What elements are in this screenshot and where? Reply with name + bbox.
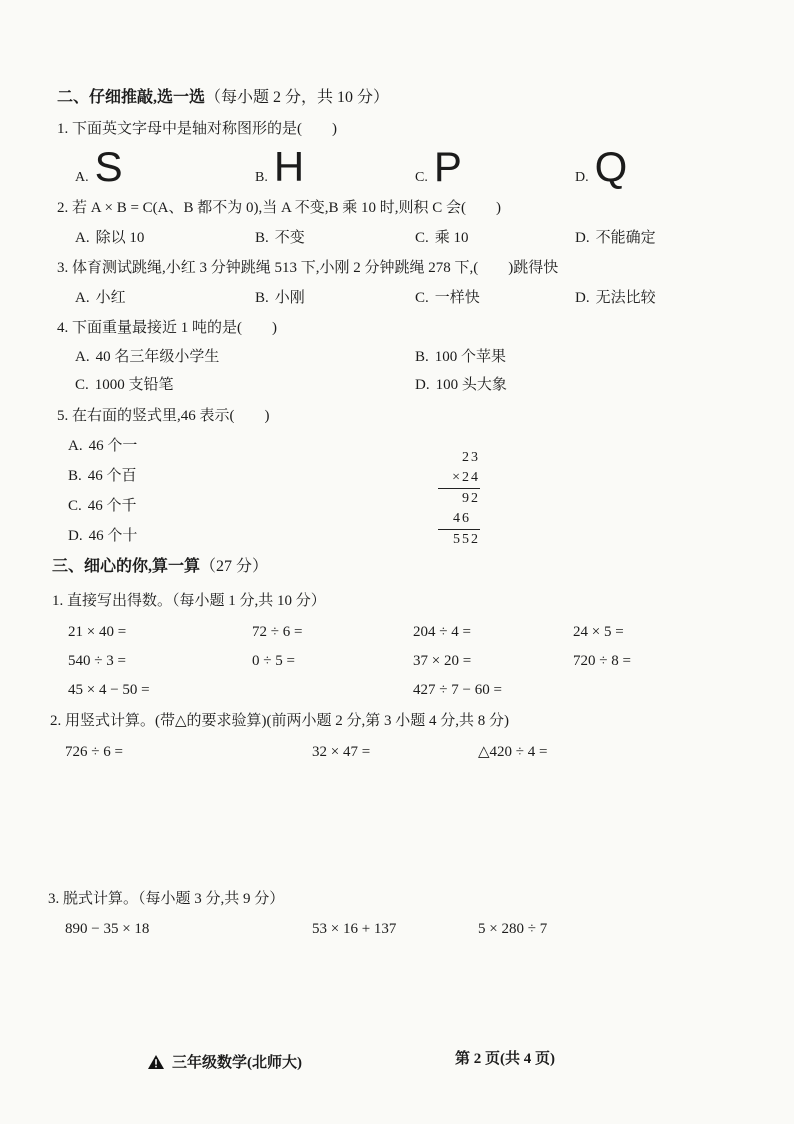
question-1-option-d bbox=[575, 145, 627, 200]
option-text: 40 名三年级小学生 bbox=[95, 349, 220, 365]
question-4-option-d bbox=[415, 375, 507, 395]
option-text: 46 个百 bbox=[87, 468, 137, 484]
section-2-heading bbox=[57, 88, 389, 108]
option-label: A. bbox=[75, 349, 90, 365]
vertical-calc-item: 32 × 47 = bbox=[312, 744, 371, 760]
option-text: 100 个苹果 bbox=[434, 349, 507, 365]
option-label: A. bbox=[68, 438, 83, 454]
direct-calc-item: 45 × 4 − 50 = bbox=[68, 682, 150, 698]
option-label: A. bbox=[75, 290, 90, 306]
question-4-option-c bbox=[75, 375, 174, 395]
option-label: D. bbox=[415, 377, 430, 393]
question-2-stem: 2. 若 A × B = C(A、B 都不为 0),当 A 不变,B 乘 10 时,则积 C 会( ) bbox=[57, 200, 502, 216]
option-label: B. bbox=[415, 349, 429, 365]
question-3-stem: 3. 体育测试跳绳,小红 3 分钟跳绳 513 下,小刚 2 分钟跳绳 278 下,( )跳得快 bbox=[57, 260, 559, 276]
partial-product-2: 46 bbox=[438, 509, 480, 530]
option-letter-s: S bbox=[94, 143, 123, 190]
option-label: D. bbox=[575, 290, 590, 306]
page-footer bbox=[148, 1053, 302, 1075]
option-text: 小红 bbox=[95, 290, 126, 306]
question-3-option-d bbox=[575, 288, 656, 308]
direct-calc-item: 0 ÷ 5 = bbox=[252, 653, 295, 669]
vertical-calc-instruction: 2. 用竖式计算。(带△的要求验算)(前两小题 2 分,第 3 小题 4 分,共 8 分) bbox=[50, 713, 510, 729]
section-3-score: （27 分） bbox=[200, 558, 269, 575]
section-3-title: 三、细心的你,算一算 bbox=[52, 558, 201, 575]
option-label: A. bbox=[75, 170, 89, 185]
option-label: A. bbox=[75, 230, 90, 246]
vertical-calc-item: 726 ÷ 6 = bbox=[65, 744, 123, 760]
question-1-stem: 1. 下面英文字母中是轴对称图形的是( ) bbox=[57, 121, 337, 137]
section-2-score: （每小题 2 分，共 10 分） bbox=[205, 89, 390, 106]
question-3-option-a bbox=[75, 288, 126, 308]
option-text: 不变 bbox=[274, 230, 305, 246]
direct-calc-item: 427 ÷ 7 − 60 = bbox=[413, 682, 502, 698]
option-text: 小刚 bbox=[274, 290, 305, 306]
question-3-option-c bbox=[415, 288, 480, 308]
direct-calc-item: 24 × 5 = bbox=[573, 624, 624, 640]
direct-calc-item: 204 ÷ 4 = bbox=[413, 624, 471, 640]
direct-calc-item: 720 ÷ 8 = bbox=[573, 653, 631, 669]
option-label: C. bbox=[68, 498, 82, 514]
option-text: 除以 10 bbox=[95, 230, 145, 246]
option-label: C. bbox=[415, 170, 428, 185]
question-5-option-b bbox=[68, 466, 137, 486]
question-4-option-b bbox=[415, 347, 506, 367]
option-letter-p: P bbox=[433, 143, 462, 190]
section-3-heading bbox=[52, 557, 268, 577]
option-text: 46 个千 bbox=[87, 498, 137, 514]
option-label: D. bbox=[68, 528, 83, 544]
product: 552 bbox=[453, 532, 480, 547]
question-4-option-a bbox=[75, 347, 219, 367]
question-2-option-d bbox=[575, 228, 656, 248]
question-2-option-c bbox=[415, 228, 469, 248]
question-3-option-b bbox=[255, 288, 305, 308]
step-calc-item: 890 − 35 × 18 bbox=[65, 921, 150, 937]
section-2-title: 二、仔细推敲,选一选 bbox=[57, 89, 206, 106]
option-text: 100 头大象 bbox=[435, 377, 507, 393]
question-1-option-b bbox=[255, 145, 304, 200]
direct-calc-item: 37 × 20 = bbox=[413, 653, 472, 669]
option-text: 无法比较 bbox=[595, 290, 656, 306]
option-text: 乘 10 bbox=[434, 230, 469, 246]
vertical-calc-item: △420 ÷ 4 = bbox=[478, 744, 548, 760]
option-text: 46 个十 bbox=[88, 528, 138, 544]
option-label: C. bbox=[415, 290, 429, 306]
option-text: 1000 支铅笔 bbox=[94, 377, 174, 393]
question-1-option-a bbox=[75, 145, 123, 200]
option-letter-q: Q bbox=[594, 143, 628, 190]
option-label: C. bbox=[75, 377, 89, 393]
question-5-stem: 5. 在右面的竖式里,46 表示( ) bbox=[57, 408, 270, 424]
option-letter-h: H bbox=[273, 143, 305, 190]
vertical-multiplication bbox=[438, 448, 480, 550]
question-1-option-c bbox=[415, 145, 462, 200]
question-2-option-b bbox=[255, 228, 305, 248]
footer-page-number: 第 2 页(共 4 页) bbox=[455, 1051, 555, 1067]
question-5-option-c bbox=[68, 496, 137, 516]
partial-product-1: 92 bbox=[462, 491, 480, 506]
option-label: C. bbox=[415, 230, 429, 246]
step-calc-item: 53 × 16 + 137 bbox=[312, 921, 397, 937]
multiplicand: 23 bbox=[462, 450, 480, 465]
option-label: D. bbox=[575, 170, 589, 185]
warning-triangle-icon bbox=[148, 1055, 164, 1075]
question-2-option-a bbox=[75, 228, 144, 248]
option-label: B. bbox=[255, 170, 268, 185]
direct-calc-item: 21 × 40 = bbox=[68, 624, 127, 640]
question-4-stem: 4. 下面重量最接近 1 吨的是( ) bbox=[57, 320, 277, 336]
option-label: B. bbox=[255, 290, 269, 306]
direct-calc-item: 72 ÷ 6 = bbox=[252, 624, 303, 640]
option-text: 46 个一 bbox=[88, 438, 138, 454]
option-label: B. bbox=[68, 468, 82, 484]
step-calc-item: 5 × 280 ÷ 7 bbox=[478, 921, 548, 937]
multiplier: ×24 bbox=[438, 468, 480, 489]
option-text: 不能确定 bbox=[595, 230, 656, 246]
option-text: 一样快 bbox=[434, 290, 480, 306]
question-5-option-d bbox=[68, 526, 137, 546]
step-calc-instruction: 3. 脱式计算。（每小题 3 分,共 9 分） bbox=[48, 891, 285, 907]
option-label: D. bbox=[575, 230, 590, 246]
direct-calc-instruction: 1. 直接写出得数。（每小题 1 分,共 10 分） bbox=[52, 593, 326, 609]
option-label: B. bbox=[255, 230, 269, 246]
footer-subject: 三年级数学(北师大) bbox=[172, 1055, 302, 1071]
direct-calc-item: 540 ÷ 3 = bbox=[68, 653, 126, 669]
question-5-option-a bbox=[68, 436, 137, 456]
